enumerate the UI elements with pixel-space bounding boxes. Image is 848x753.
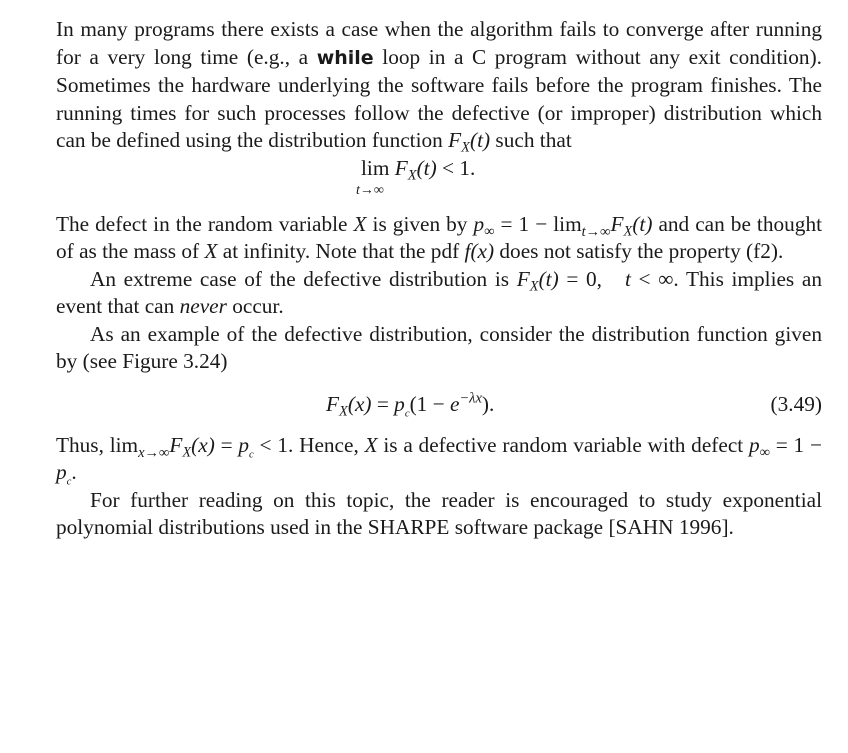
math-F: F [448, 128, 462, 152]
math-e: e [449, 391, 460, 416]
text-run: . [71, 460, 77, 484]
text-run: < 1. Hence, [253, 432, 365, 457]
text-run: loop in a C program without any exit condition). Sometimes the hardware underlying the software fails before the program finishes. The running times for such processes follow the defective (or improper) distribution which can be defined using the distribution function [56, 44, 822, 152]
math-p: p [473, 211, 485, 236]
math-p: p [748, 432, 760, 457]
math-arg: (x) [347, 391, 372, 416]
text-run: < ∞. This implies an event that can [56, 266, 822, 318]
math-arg: (t) [538, 266, 559, 291]
equation-3-49 [56, 376, 822, 432]
math-subscript: X [182, 443, 192, 460]
text-run: The defect in the random variable [56, 211, 354, 236]
display-limit-equation [56, 155, 822, 211]
math-F: F [610, 211, 624, 236]
math-subscript: X [623, 222, 633, 239]
math-X: X [204, 239, 218, 263]
math-exponent: −λx [459, 389, 482, 406]
paragraph-example [56, 321, 822, 376]
equation-number: (3.49) [770, 391, 822, 416]
math-open: (1 − [409, 391, 450, 416]
text-run: = [214, 432, 239, 457]
math-F: F [516, 266, 530, 291]
math-subscript: c [404, 407, 410, 419]
math-arg: (x) [470, 239, 495, 263]
paragraph-defect-mass [56, 211, 822, 266]
text-run: = 1 − [769, 432, 822, 457]
text-run: In many programs there exists a case when the algorithm fails to converge after running for a very long time (e.g., a [56, 17, 822, 69]
math-subscript: X [339, 402, 348, 419]
text-run: Thus, lim [56, 432, 139, 457]
equation-body [326, 391, 494, 419]
math-arg: (x) [191, 432, 215, 457]
text-run: As an example of the defective distribution, consider the distribution function given by (see Figure 3.24) [56, 321, 822, 373]
text-run: = 1 − lim [494, 211, 582, 236]
math-subscript: X [529, 277, 539, 294]
math-arg: (t) [416, 155, 437, 180]
math-subscript: ∞ [484, 222, 495, 239]
text-run: = 0, [558, 266, 625, 291]
lim-subscript: t→∞ [356, 182, 384, 198]
text-run: occur. [226, 294, 284, 318]
math-subscript: c [66, 476, 72, 488]
paragraph-further-reading [56, 487, 822, 542]
text-run: and can be thought of as the mass of [56, 211, 823, 263]
paragraph-conclusion [56, 432, 822, 487]
text-run: is given by [366, 211, 474, 236]
emphasis-never: never [179, 294, 227, 318]
math-rest: < 1. [436, 155, 476, 180]
lim-subscript: x→∞ [138, 444, 170, 461]
math-F: F [326, 391, 340, 416]
lim-label: lim [361, 155, 390, 180]
math-arg: (t) [632, 211, 653, 236]
math-p: p [394, 391, 405, 416]
math-p: p [238, 432, 250, 457]
math-arg: (t) [470, 128, 491, 152]
paragraph-defective-intro [56, 16, 822, 155]
text-page [56, 16, 822, 542]
math-subscript: c [249, 448, 254, 460]
text-run: An extreme case of the defective distribution is [90, 266, 517, 291]
math-F: F [169, 432, 183, 457]
lim-subscript: t→∞ [581, 223, 611, 240]
math-X: X [364, 432, 378, 457]
text-run: does not satisfy the property (f2). [494, 239, 784, 263]
text-run: For further reading on this topic, the reader is encouraged to study exponential polynomial distributions used in the SHARPE software package [SAHN 1996]. [56, 487, 822, 539]
math-X: X [353, 211, 367, 236]
keyword-while: while [316, 46, 374, 69]
math-p: p [56, 460, 67, 484]
text-run: such that [490, 128, 572, 152]
math-close: ). [481, 391, 495, 416]
math-f: f [464, 239, 471, 263]
math-subscript: ∞ [759, 443, 770, 460]
math-t: t [624, 266, 631, 291]
text-run: is a defective random variable with defect [377, 432, 749, 457]
limit-expression [356, 155, 476, 198]
paragraph-extreme-case [56, 266, 822, 321]
math-subscript: X [461, 139, 470, 156]
lim-operator [356, 155, 390, 198]
text-run: at infinity. Note that the pdf [217, 239, 465, 263]
math-F: F [394, 155, 408, 180]
math-equals: = [371, 391, 395, 416]
math-subscript: X [407, 166, 417, 183]
